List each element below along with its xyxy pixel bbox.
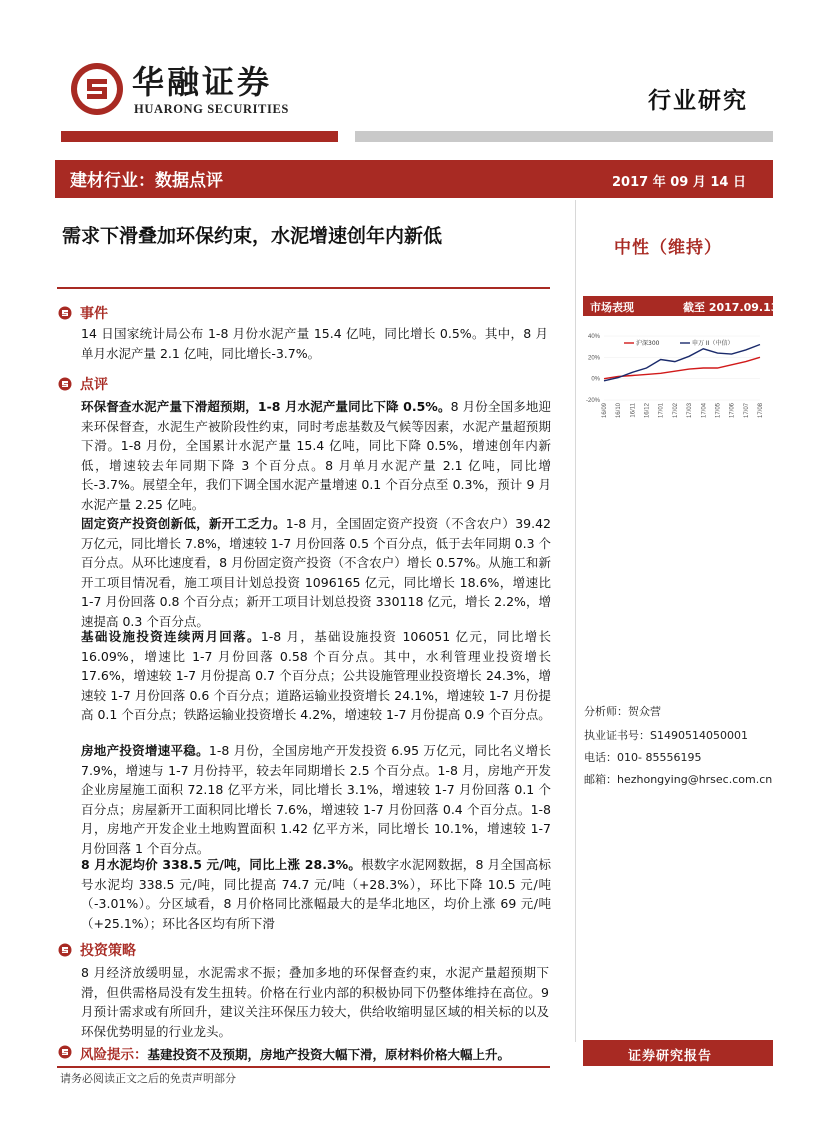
license-value: S1490514050001 xyxy=(650,729,748,742)
chart-x-tick: 17/03 xyxy=(687,403,694,419)
analyst-value: 贺众营 xyxy=(628,705,661,718)
industry-title: 建材行业：数据点评 xyxy=(70,171,223,191)
report-type: 行业研究 xyxy=(648,88,748,114)
chart-legend-label: 申万 II（中信） xyxy=(692,340,734,347)
comment-paragraph-1-lead: 环保督查水泥产量下滑超预期，1-8 月水泥产量同比下降 0.5%。 xyxy=(81,399,451,414)
chart-y-tick: 40% xyxy=(587,334,600,340)
comment-paragraph-3 xyxy=(81,627,551,725)
chart-x-tick: 17/01 xyxy=(658,403,665,419)
comment-paragraph-5-lead: 8 月水泥均价 338.5 元/吨，同比上涨 28.3%。 xyxy=(81,857,362,872)
risk-title: 风险提示： xyxy=(80,1047,148,1063)
risk-text: 基建投资不及预期，房地产投资大幅下滑，原材料价格大幅上升。 xyxy=(147,1047,511,1062)
report-date: 2017 年 09 月 14 日 xyxy=(612,175,746,190)
market-performance-date: 截至 2017.09.13 xyxy=(683,301,779,314)
rating: 中性（维持） xyxy=(614,238,722,258)
section-bullet-icon xyxy=(58,377,72,391)
header-gray-bar xyxy=(355,131,773,142)
chart-x-tick: 16/11 xyxy=(630,403,637,418)
analyst-label: 分析师： xyxy=(584,705,628,718)
section-bullet-icon xyxy=(58,306,72,320)
phone-row xyxy=(584,749,701,765)
brand-name-cn: 华融证券 xyxy=(132,63,273,101)
comment-paragraph-1 xyxy=(81,397,551,514)
license-row xyxy=(584,727,748,743)
section-title-strategy: 投资策略 xyxy=(80,943,136,959)
risk-underline xyxy=(57,1066,550,1068)
comment-paragraph-4-lead: 房地产投资增速平稳。 xyxy=(81,743,209,758)
headline-divider xyxy=(57,287,550,289)
event-text: 14 日国家统计局公布 1-8 月份水泥产量 15.4 亿吨，同比增长 0.5%。其中，8 月单月水泥产量 2.1 亿吨，同比增长-3.7%。 xyxy=(81,326,548,361)
comment-paragraph-4-body: 1-8 月份，全国房地产开发投资 6.95 万亿元，同比名义增长 7.9%，增速与 1-7 月份持平，较去年同期增长 2.5 个百分点。1-8 月，房地产开发企业房屋施工面积 72.18 亿平方米，同比增长 3.1%，增速较 1-7 月份回落 0.1 个百分点；房屋新开工面积同比增长 7.6%，增速较 1-7 月份回落 0.4 个百分点。1-8 月，房地产开发企业土地购置面积 1.42 亿平方米，同比增长 10.1%，增速较 1-7 月份回落 1 个百分点。 xyxy=(81,743,551,856)
section-bullet-icon xyxy=(58,943,72,957)
chart-x-tick: 17/02 xyxy=(672,403,679,419)
comment-paragraph-2-lead: 固定资产投资创新低，新开工乏力。 xyxy=(81,516,286,531)
chart-x-tick: 16/12 xyxy=(644,403,651,419)
section-bullet-icon xyxy=(58,1045,72,1059)
section-title-comment: 点评 xyxy=(80,377,108,393)
huarong-logo-icon xyxy=(70,62,124,116)
chart-series-line-1 xyxy=(604,357,760,378)
chart-x-tick: 17/08 xyxy=(758,403,764,419)
phone-label: 电话： xyxy=(584,751,617,764)
chart-x-tick: 17/06 xyxy=(729,403,736,419)
chart-legend-label: 沪深300 xyxy=(636,340,660,347)
chart-x-tick: 16/09 xyxy=(602,403,608,419)
chart-x-tick: 16/10 xyxy=(616,403,623,419)
chart-y-tick: 20% xyxy=(587,355,600,362)
chart-y-tick: 0% xyxy=(591,376,600,383)
headline: 需求下滑叠加环保约束，水泥增速创年内新低 xyxy=(62,225,443,247)
comment-paragraph-2 xyxy=(81,514,551,631)
chart-x-tick: 17/07 xyxy=(743,403,750,419)
comment-paragraph-2-body: 1-8 月，全国固定资产投资（不含农户）39.42 万亿元，同比增长 7.8%，增速较 1-7 月份回落 0.5 个百分点，低于去年同期 0.3 个百分点。从环比速度看，8 月份固定资产投资（不含农户）增长 0.57%。从施工和新开工项目情况看，施工项目计划总投资 1096165 亿元，同比增长 18.6%，增速比 1-7 月份回落 0.8 个百分点；新开工项目计划总投资 330118 亿元，增长 2.2%，增速提高 0.3 个百分点。 xyxy=(81,516,551,629)
column-divider xyxy=(575,200,576,1042)
license-label: 执业证书号： xyxy=(584,729,650,742)
comment-paragraph-1-body: 8 月份全国多地迎来环保督查，水泥生产被阶段性约束，同时考虑基数及气候等因素，水泥产量超预期下滑。1-8 月份，全国累计水泥产量 15.4 亿吨，同比下降 0.5%，增速创年内新低，增速较去年同期下降 3 个百分点。8 月单月水泥产量 2.1 亿吨，同比增长-3.7%。展望全年，我们下调全国水泥产量增速 0.1 个百分点至 0.3%，预计 9 月水泥产量 2.25 亿吨。 xyxy=(81,399,551,512)
chart-x-tick: 17/05 xyxy=(715,403,722,419)
comment-paragraph-5-body: 根数字水泥网数据，8 月全国高标号水泥均 338.5 元/吨，同比提高 74.7 元/吨（+28.3%），环比下降 10.5 元/吨（-3.01%）。分区域看，8 月价格同比涨幅最大的是华北地区，均价上涨 69 元/吨（+25.1%）；环比各区均有所下滑 xyxy=(81,857,551,931)
market-performance-chart xyxy=(580,326,775,436)
phone-value: 010- 85556195 xyxy=(617,751,702,764)
analyst-name-row xyxy=(584,703,661,719)
email-value: hezhongying@hrsec.com.cn xyxy=(617,773,773,786)
email-label: 邮箱： xyxy=(584,773,617,786)
chart-y-tick: -20% xyxy=(585,398,600,404)
header-red-bar xyxy=(61,131,338,142)
comment-paragraph-5 xyxy=(81,855,551,933)
report-label: 证券研究报告 xyxy=(628,1049,713,1064)
brand-name-en: HUARONG SECURITIES xyxy=(134,102,289,116)
chart-x-tick: 17/04 xyxy=(701,403,708,419)
strategy-text: 8 月经济放缓明显，水泥需求不振；叠加多地的环保督查约束，水泥产量超预期下滑，但供需格局没有发生扭转。价格在行业内部的积极协同下仍整体维持在高位。9 月预计需求或有所回升，建议关注环保压力较大，供给收缩明显区域的相关标的以及环保优势明显的行业龙头。 xyxy=(81,965,549,1039)
email-row xyxy=(584,771,772,787)
market-performance-label: 市场表现 xyxy=(590,301,634,314)
disclaimer: 请务必阅读正文之后的免责声明部分 xyxy=(60,1072,236,1085)
comment-paragraph-3-lead: 基础设施投资连续两月回落。 xyxy=(81,629,261,644)
risk-notice xyxy=(80,1043,510,1063)
section-title-event: 事件 xyxy=(80,306,108,322)
comment-paragraph-4 xyxy=(81,741,551,858)
comment-paragraph-3-body: 1-8 月，基础设施投资 106051 亿元，同比增长 16.09%，增速比 1-7 月份回落 0.58 个百分点。其中，水利管理业投资增长 17.6%，增速较 1-7 月份提高 0.7 个百分点；公共设施管理业投资增长 24.3%，增速较 1-7 月份回落 0.6 个百分点；道路运输业投资增长 24.1%，增速较 1-7 月份提高 0.1 个百分点；铁路运输业投资增长 4.2%，增速较 1-7 月份提高 0.9 个百分点。 xyxy=(81,629,551,722)
